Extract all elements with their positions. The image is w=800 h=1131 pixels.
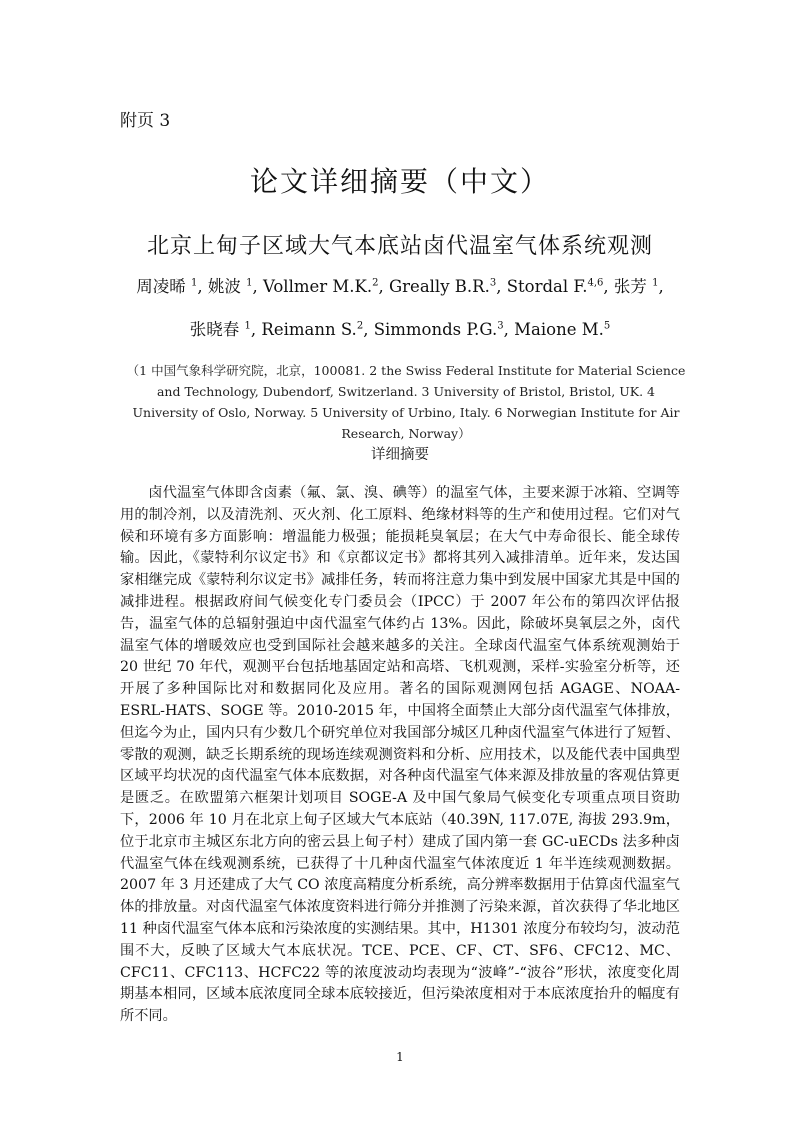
author: Greally B.R.$^3$, [388,277,507,296]
author: 张芳 $^1$, [613,277,664,296]
page-label: 附页 3 [120,111,171,131]
authors-line-1 [0,273,800,297]
author: 姚波 $^1$, [207,277,263,296]
author: 张晓春 $^1$, [189,320,262,339]
abstract-body: 卤代温室气体即含卤素（氟、氯、溴、碘等）的温室气体，主要来源于冰箱、空调等用的制冷剂，以及清洗剂、灭火剂、化工原料、绝缘材料等的生产和使用过程。它们对气候和环境有多方面影响：增温能力极强；能损耗臭氧层；在大气中寿命很长、能全球传输。因此，《蒙特利尔议定书》和《京都议定书》都将其列入减排清单。近年来，发达国家相继完成《蒙特利尔议定书》减排任务，转而将注意力集中到发展中国家尤其是中国的减排进程。根据政府间气候变化专门委员会（IPCC）于 2007 年公布的第四次评估报告，温室气体的总辐射强迫中卤代温室气体约占 13%。因此，除破坏臭氧层之外，卤代温室气体的增暖效应也受到国际社会越来越多的关注。全球卤代温室气体系统观测始于 20 世纪 70 年代，观测平台包括地基固定站和高塔、飞机观测，采样-实验室分析等，还开展了多种国际比对和数据同化及应用。著名的国际观测网包括 AGAGE、NOAA-ESRL-HATS、SOGE 等。2010-2015 年，中国将全面禁止大部分卤代温室气体排放，但迄今为止，国内只有少数几个研究单位对我国部分城区几种卤代温室气体进行了短暂、零散的观测，缺乏长期系统的现场连续观测资料和分析、应用技术，以及能代表中国典型区域平均状况的卤代温室气体本底数据，对各种卤代温室气体来源及排放量的客观估算更是匮乏。在欧盟第六框架计划项目 SOGE-A 及中国气象局气候变化专项重点项目资助下，2006 年 10 月在北京上甸子区域大气本底站（40.39N, 117.07E, 海拔 293.9m，位于北京市主城区东北方向的密云县上甸子村）建成了国内第一套 GC-uECDs 法多种卤代温室气体在线观测系统，已获得了十几种卤代温室气体浓度近 1 年半连续观测数据。2007 年 3 月还建成了大气 CO 浓度高精度分析系统，高分辨率数据用于估算卤代温室气体的排放量。对卤代温室气体浓度资料进行筛分并推测了污染来源，首次获得了华北地区 11 种卤代温室气体本底和污染浓度的实测结果。其中，H1301 浓度分布较均匀，波动范围不大，反映了区域大气本底状况。TCE、PCE、CF、CT、SF6、CFC12、MC、CFC11、CFC113、HCFC22 等的浓度波动均表现为“波峰”-“波谷”形状，浓度变化周期基本相同，区域本底浓度同全球本底较接近，但污染浓度相对于本底浓度抬升的幅度有所不同。 [120,485,680,1025]
author: Vollmer M.K.$^2$, [262,277,389,296]
page-number: 1 [396,1050,404,1064]
authors-line-2 [0,316,800,340]
author: 周凌晞 $^1$, [136,277,208,296]
paper-subtitle: 北京上甸子区域大气本底站卤代温室气体系统观测 [146,234,653,259]
author: Reimann S.$^2$, [261,320,374,339]
author: Simmonds P.G.$^3$, [373,320,515,339]
main-title: 论文详细摘要（中文） [249,165,550,198]
author: Stordal F.$^{4,6}$, [506,277,614,296]
section-title: 详细摘要 [371,447,429,463]
author: Maione M.$^5$ [514,320,611,339]
affiliations: （1 中国气象科学研究院，北京，100081. 2 the Swiss Federal Institute for Material Science and Technology, Dubendorf, Switzerland. 3 University of Bristol, Bristol, UK. 4 University of Oslo, Norway. 5 University of Urbino, Italy. 6 Norwegian Institute for Air Research, Norway） [126,363,686,441]
